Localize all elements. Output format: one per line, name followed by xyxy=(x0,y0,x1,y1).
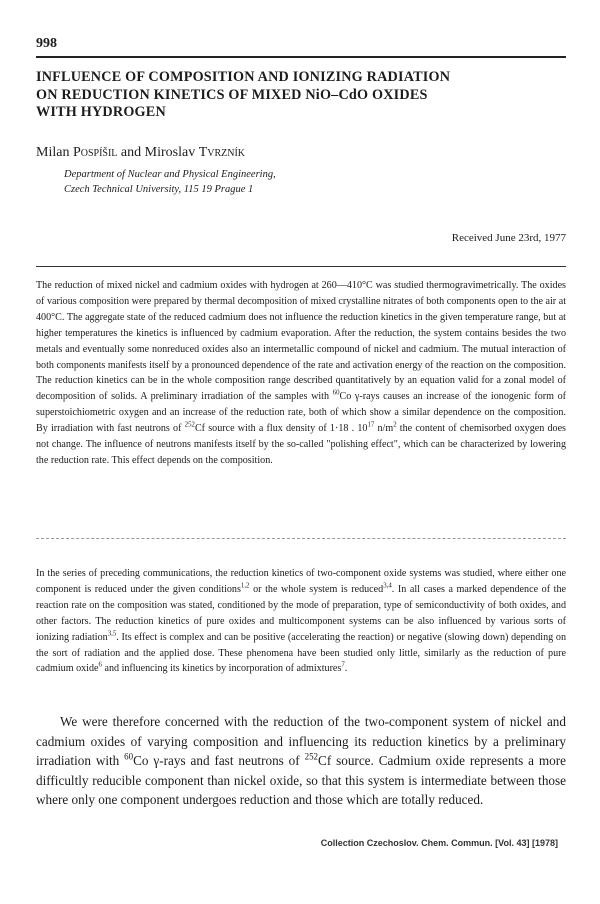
author-first-name: Miroslav xyxy=(144,145,196,160)
superscript: 60 xyxy=(332,389,340,397)
superscript: 60 xyxy=(124,751,134,762)
body-text: Cf source. Cadmium oxide represents a more difficultly reducible component than nickel oxide, so that this system is intermediate between those where only one component undergoes reduction and those which are totally reduced. xyxy=(36,753,567,807)
citation: 3,4 xyxy=(383,582,392,590)
abstract-text: the content of chemisorbed oxygen does not change. The influence of neutrons manifests itself by the so-called "polishing effect", which can be characterized by lowering the reduction rate. This effect depends on the composition. xyxy=(36,423,566,466)
affiliation xyxy=(64,167,276,197)
received-date: Received June 23rd, 1977 xyxy=(451,232,566,244)
affiliation-line: Czech Technical University, 115 19 Prague 1 xyxy=(64,184,254,195)
author-last-name: Tvrzník xyxy=(198,145,246,160)
abstract-text: Cf source with a flux density of 1·18 . 10 xyxy=(194,423,368,435)
abstract-text: Co γ-rays causes an increase of the ionogenic form of superstoichiometric oxygen and an increase of the reduction rate, both of which show a similar dependence on the composition. By irradiation with fast neutrons of xyxy=(36,391,566,435)
citation: 1,2 xyxy=(240,582,250,590)
superscript: 252 xyxy=(184,421,195,429)
citation: 3,5 xyxy=(107,630,117,638)
abstract xyxy=(36,278,566,469)
abstract-text: The reduction of mixed nickel and cadmium oxides with hydrogen at 260—410°C was studied thermogravimetrically. The oxides of various composition were prepared by thermal decomposition of mixed crystalline nitrates of both components open to the air at 400°C. The aggregate state of the reduced cadmium does not influence the reduction kinetics in the given temperature range, but at higher temperatures the kinetics is influenced by cadmium evaporation. After the reduction, the system contains besides the two metals and eventually some nonreduced oxides also an intermetallic compound of nickel and cadmium. The mutual interaction of both components manifests itself by a pronounced dependence of the rate and activation energy of the reaction on the composition. The reduction kinetics can be in the whole composition range described quantitatively by an equation valid for a zonal model of decomposition of solids. A preliminary irradiation of the samples with xyxy=(36,280,566,403)
intro-text: . In all cases a marked dependence of the reaction rate on the composition was stated, conditioned by the mode of preparation, type of semiconductivity of both oxides, and other factors. The reduction kinetics of pure oxides and multicomponent systems can be also influenced by various sorts of ionizing radiation xyxy=(36,583,566,643)
abstract-text: n/m xyxy=(374,423,394,435)
abstract-top-rule xyxy=(36,266,566,267)
intro-text: In the series of preceding communications, the reduction kinetics of two-component oxide systems was studied, where either one component is reduced under the given conditions xyxy=(36,568,566,595)
intro-text: and influencing its kinetics by incorporation of admixtures xyxy=(101,663,342,675)
body-text: We were therefore concerned with the reduction of the two-component system of nickel and cadmium oxides of varying composition and influencing its reduction kinetics by a preliminary irradiation with xyxy=(36,714,566,768)
introduction-paragraph xyxy=(36,566,566,677)
title-line: WITH HYDROGEN xyxy=(36,104,166,120)
title-line: ON REDUCTION KINETICS OF MIXED NiO–CdO OXIDES xyxy=(36,86,428,103)
citation: 6 xyxy=(98,662,102,670)
body-text: Co γ-rays and fast neutrons of xyxy=(133,753,305,768)
article-title xyxy=(36,69,556,122)
page-number: 998 xyxy=(36,36,57,51)
author-line xyxy=(36,145,245,161)
intro-text: . Its effect is complex and can be positive (accelerating the reaction) or negative (slowing down) depending on the sort of radiation and the applied dose. These phenomena have been studied only little, similarly as the reduction of pure cadmium oxide xyxy=(36,631,566,675)
author-last-name: Pospíšil xyxy=(72,145,118,160)
superscript: 17 xyxy=(367,421,375,429)
intro-text: . xyxy=(344,663,348,675)
header-rule xyxy=(36,56,566,58)
superscript: 2 xyxy=(393,421,397,429)
title-line: INFLUENCE OF COMPOSITION AND IONIZING RADIATION xyxy=(36,69,451,85)
affiliation-line: Department of Nuclear and Physical Engineering, xyxy=(64,169,276,180)
superscript: 252 xyxy=(304,751,319,762)
abstract-bottom-rule xyxy=(36,538,566,539)
author-conjunction: and xyxy=(120,145,142,160)
author-first-name: Milan xyxy=(36,145,70,160)
body-paragraph xyxy=(36,712,566,810)
intro-text: or the whole system is reduced xyxy=(249,583,384,595)
citation: 7 xyxy=(341,662,345,670)
journal-footer: Collection Czechoslov. Chem. Commun. [Vol. 43] [1978] xyxy=(320,838,558,848)
